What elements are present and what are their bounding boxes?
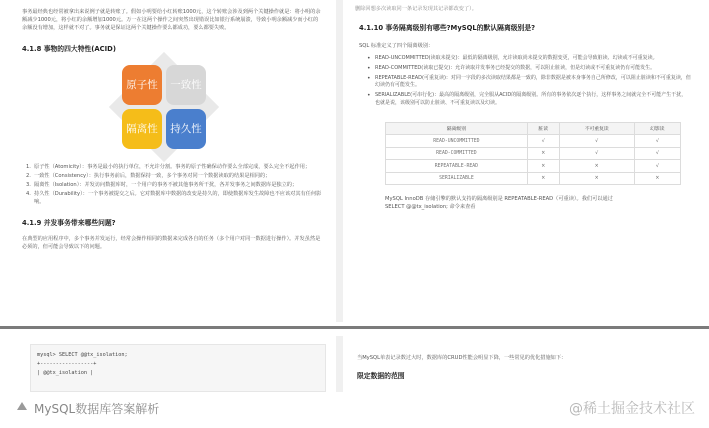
acid-list [22,163,322,207]
table-cell: × [634,172,680,185]
list-item: 2. 一致性（Consistency）：执行事务前后，数据保持一致，多个事务对同一个数据读取的结果是相同的； [26,172,271,179]
code-line: +-----------------+ [37,361,97,367]
section-title-concurrency: 4.1.9 并发事务带来哪些问题? [22,218,116,227]
acid-atomicity-cell: 原子性 [122,65,162,105]
table-cell: × [559,160,634,173]
table-cell: × [527,172,559,185]
table-cell: × [527,147,559,160]
acid-isolation-cell: 隔离性 [122,109,162,149]
table-header: 不可重复读 [559,122,634,135]
table-cell: READ-COMMITTED [386,147,528,160]
table-cell: √ [634,160,680,173]
concurrency-paragraph: 在典型的应用程序中，多个事务并发运行，经常会操作相同的数据来完成各自的任务（多个用户对同一数据进行操作）。并发虽然是必须的，但可能会导致以下的问题。 [22,235,321,250]
acid-consistency-cell: 一致性 [166,65,206,105]
section-title-isolation: 4.1.10 事务隔离级别有哪些?MySQL的默认隔离级别是? [359,24,536,32]
page-gap [0,322,709,336]
isolation-intro: SQL 标准定义了四个隔离级别： [359,43,434,49]
document-page-bottom-right [343,336,709,392]
list-item: • READ-COMMITTED(读取已提交)：允许读取并发事务已经提交的数据，可以阻止脏读，但是幻读或不可重复读仍有可能发生。 [367,64,656,72]
cut-off-line: 删除回想多次读取同一条记录发现其记录都改变了）。 [355,6,477,12]
bullet-icon: • [367,64,371,72]
code-block [30,344,326,392]
watermark: @稀土掘金技术社区 [569,401,695,417]
table-cell: √ [527,135,559,148]
list-item: • SERIALIZABLE(可串行化)：最高的隔离级别，完全服从ACID的隔离级别。所有的事务依次逐个执行，这样事务之间就完全不可能产生干扰，也就是说，该级别可以防止脏读、不可重复读以及幻读。 [367,92,687,106]
optimization-intro: 当MySQL单表记录数过大时，数据库的CRUD性能会明显下降，一些常见的优化措施如下： [357,355,567,361]
table-cell: READ-UNCOMMITTED [386,135,528,148]
caption-triangle-icon [17,402,27,410]
table-cell: SERIALIZABLE [386,172,528,185]
isolation-table [385,122,681,186]
intro-paragraph: 事务最经典也经常被拿出来说例子就是转账了。假如小明要给小红转账1000元，这个转账会涉及到两个关键操作就是：将小明的余额减少1000元，将小红的余额增加1000元。万一在这两个操作之间突然出现错误比如银行系统崩溃，导致小明余额减少而小红的余额没有增加，这样就不对了。事务就是保证这两个关键操作要么都成功，要么都要失败。 [22,9,321,32]
list-item: 4. 持久性（Durability）：一个事务被提交之后。它对数据库中数据的改变是持久的，即使数据库发生故障也不应该对其有任何影响。 [26,191,322,206]
page-separator [0,326,709,329]
list-item: 1. 原子性（Atomicity）：事务是最小的执行单位，不允许分割。事务的原子性确保动作要么全部完成，要么完全不起作用； [26,163,311,170]
document-page-bottom-left [0,336,336,392]
image-caption: MySQL数据库答案解析 [34,402,160,416]
table-header: 脏读 [527,122,559,135]
isolation-level-list [367,55,691,108]
bullet-icon: • [367,92,371,100]
list-item: 3. 隔离性（Isolation）：并发访问数据库时，一个用户的事务不被其他事务所干扰，各并发事务之间数据库是独立的； [26,182,298,189]
table-cell: √ [634,135,680,148]
table-cell: REPEATABLE-READ [386,160,528,173]
acid-diagram [118,61,210,153]
table-cell: × [527,160,559,173]
caption-bar [0,392,709,428]
code-line: | @@tx_isolation | [37,370,94,376]
table-cell: √ [559,135,634,148]
section-title-limit-range: 限定数据的范围 [357,372,405,381]
acid-durability-cell: 持久性 [166,109,206,149]
table-row [386,135,681,148]
table-row [386,172,681,185]
list-item: • REPEATABLE-READ(可重复读)：对同一字段的多次读取结果都是一致的，除非数据是被本身事务自己所修改，可以阻止脏读和不可重复读，但幻读仍有可能发生。 [367,74,691,89]
code-line: mysql> SELECT @@tx_isolation; [37,352,128,358]
section-title-acid: 4.1.8 事物的四大特性(ACID) [22,44,116,53]
table-header: 幻影读 [634,122,680,135]
table-row [386,160,681,173]
bullet-icon: • [367,55,371,62]
document-page-top-right [343,0,709,322]
bullet-icon: • [367,74,371,82]
table-header: 隔离级别 [386,122,528,135]
document-page-top-left [0,0,336,322]
table-cell: √ [634,147,680,160]
table-cell: √ [559,147,634,160]
table-header-row [386,122,681,135]
mysql-default-note: MySQL InnoDB 存储引擎的默认支持的隔离级别是 REPEATABLE-READ（可重读）。我们可以通过 SELECT @@tx_isolation; 命令来查看 [385,196,613,211]
list-item: • READ-UNCOMMITTED(读取未提交)：最低的隔离级别，允许读取尚未提交的数据变更，可能会导致脏读、幻读或不可重复读。 [367,55,658,62]
table-row [386,147,681,160]
table-cell: × [559,172,634,185]
